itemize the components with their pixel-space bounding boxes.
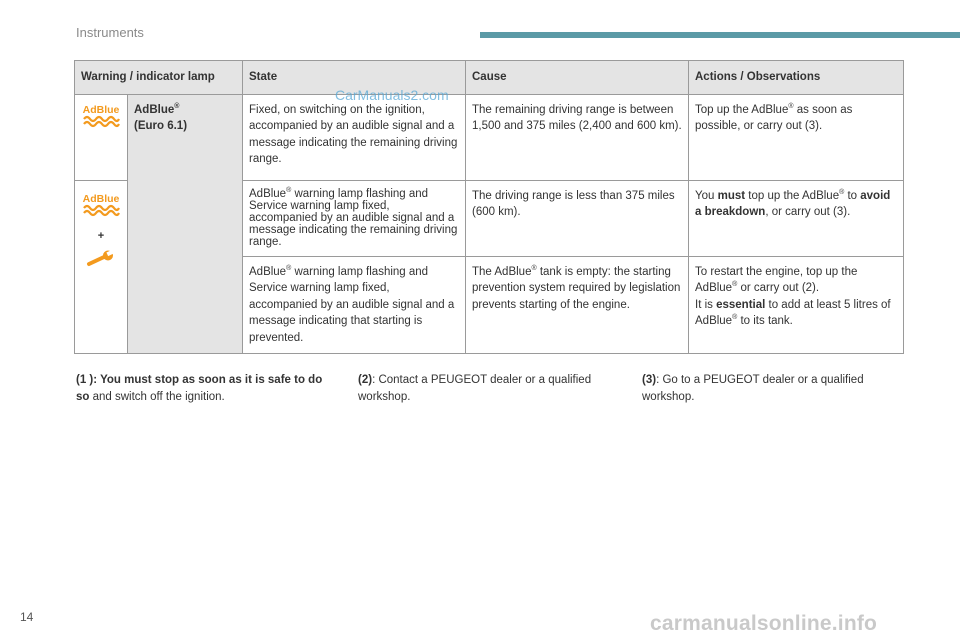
svg-text:AdBlue: AdBlue (82, 103, 120, 116)
icon-cell (75, 94, 128, 180)
state-cell: AdBlue® warning lamp flashing and Service warning lamp fixed, accompanied by an audible signal and a message indicating the remaining driving range. (243, 180, 466, 256)
warning-lamp-table (74, 60, 904, 354)
lamp-variant: (Euro 6.1) (134, 120, 188, 132)
state-cell: Fixed, on switching on the ignition, accompanied by an audible signal and a message indicating the remaining driving range. (243, 94, 466, 180)
col-header-actions: Actions / Observations (689, 61, 904, 95)
cause-cell: The remaining driving range is between 1,500 and 375 miles (2,400 and 600 km). (466, 94, 689, 180)
cause-cell: The driving range is less than 375 miles (600 km). (466, 180, 689, 256)
footnote-3: (3): Go to a PEUGEOT dealer or a qualified workshop. (642, 374, 864, 403)
icon-cell (75, 180, 128, 354)
table-row (75, 94, 904, 180)
footnote-2: (2): Contact a PEUGEOT dealer or a qualified workshop. (358, 374, 592, 403)
col-header-lamp: Warning / indicator lamp (75, 61, 243, 95)
watermark-top: CarManuals2.com (335, 87, 449, 103)
svg-text:AdBlue: AdBlue (82, 192, 120, 205)
action-cell: To restart the engine, top up the AdBlue® or carry out (2). It is essential to add at least 5 litres of AdBlue® to its tank. (689, 256, 904, 354)
col-header-state: State (243, 61, 466, 95)
footnote-1: (1 ): You must stop as soon as it is safe to do so and switch off the ignition. (76, 374, 323, 403)
watermark-bottom: carmanualsonline.info (650, 612, 878, 635)
page-number: 14 (20, 610, 34, 624)
state-cell: AdBlue® warning lamp flashing and Service warning lamp fixed, accompanied by an audible signal and a message indicating that starting is prevented. (243, 256, 466, 354)
adblue-icon (81, 191, 121, 217)
col-header-cause: Cause (466, 61, 689, 95)
action-cell: Top up the AdBlue® as soon as possible, or carry out (3). (689, 94, 904, 180)
wrench-icon (86, 249, 116, 269)
table-header-row (75, 61, 904, 95)
section-title: Instruments (76, 25, 144, 40)
lamp-name: AdBlue (134, 103, 175, 116)
plus-sign: + (97, 230, 105, 242)
action-cell: You must top up the AdBlue® to avoid a breakdown, or carry out (3). (689, 180, 904, 256)
header-accent-bar (480, 32, 960, 38)
cause-cell: The AdBlue® tank is empty: the starting prevention system required by legislation prevents starting of the engine. (466, 256, 689, 354)
registered-mark: ® (174, 102, 180, 110)
lamp-name-cell (128, 94, 243, 354)
adblue-icon (81, 102, 121, 128)
